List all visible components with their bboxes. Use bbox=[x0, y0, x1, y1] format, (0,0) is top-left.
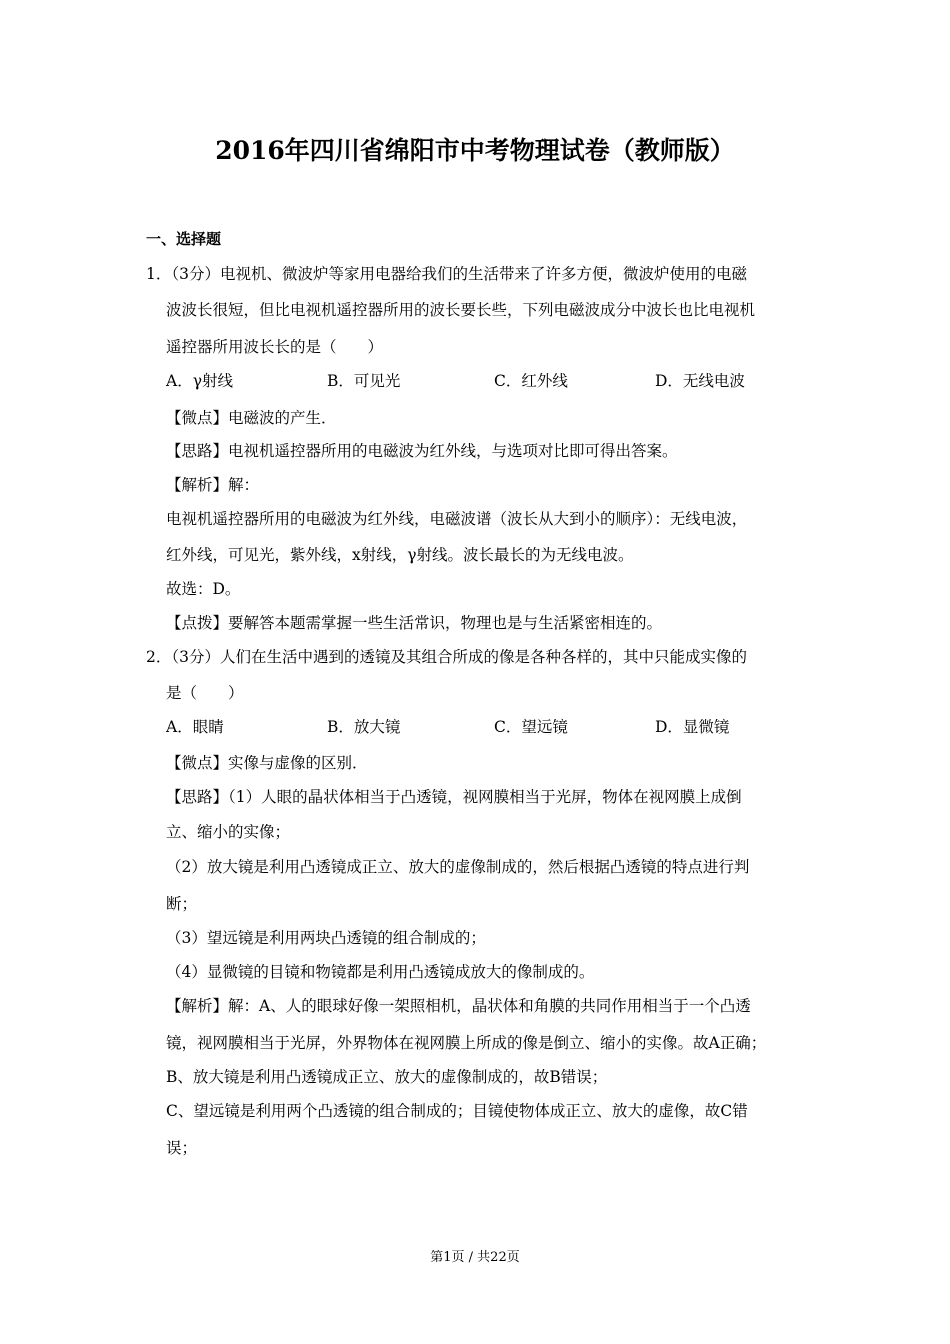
q2-stem-line: 2．（3分）人们在生活中遇到的透镜及其组合所成的像是各种各样的，其中只能成实像的 bbox=[146, 648, 747, 666]
q2-idea-line: （4）显微镜的目镜和物镜都是利用凸透镜成放大的像制成的。 bbox=[166, 963, 595, 981]
q1-option-d: D．无线电波 bbox=[655, 372, 745, 390]
q1-option-c: C．红外线 bbox=[494, 372, 568, 390]
q1-idea: 【思路】电视机遥控器所用的电磁波为红外线，与选项对比即可得出答案。 bbox=[166, 442, 678, 460]
q2-option-c: C．望远镜 bbox=[494, 718, 568, 736]
q2-option-b: B．放大镜 bbox=[327, 718, 401, 736]
q1-tip: 【点拨】要解答本题需掌握一些生活常识，物理也是与生活紧密相连的。 bbox=[166, 614, 663, 632]
q2-analysis-line: B、放大镜是利用凸透镜成正立、放大的虚像制成的，故B错误； bbox=[166, 1068, 608, 1086]
q1-stem-line: 遥控器所用波长长的是（ ） bbox=[166, 338, 384, 356]
page-footer: 第1页 / 共22页 bbox=[430, 1250, 520, 1265]
q1-stem-line: 1．（3分）电视机、微波炉等家用电器给我们的生活带来了许多方便，微波炉使用的电磁 bbox=[146, 265, 747, 283]
q1-point: 【微点】电磁波的产生． bbox=[166, 409, 337, 427]
q2-idea-line: （2）放大镜是利用凸透镜成正立、放大的虚像制成的，然后根据凸透镜的特点进行判 bbox=[166, 858, 750, 876]
q2-option-d: D．显微镜 bbox=[655, 718, 730, 736]
q2-option-a: A．眼睛 bbox=[166, 718, 224, 736]
q1-analysis-line: 红外线，可见光，紫外线，x射线，γ射线。波长最长的为无线电波。 bbox=[166, 546, 634, 564]
q2-idea-line: 【思路】（1）人眼的晶状体相当于凸透镜，视网膜相当于光屏，物体在视网膜上成倒 bbox=[166, 788, 742, 806]
q1-answer: 故选：D。 bbox=[166, 580, 241, 598]
q2-idea-line: 立、缩小的实像； bbox=[166, 823, 291, 841]
q1-option-a: A．γ射线 bbox=[166, 372, 233, 390]
q1-analysis-line: 电视机遥控器所用的电磁波为红外线，电磁波谱（波长从大到小的顺序）：无线电波， bbox=[166, 510, 748, 528]
q2-point: 【微点】实像与虚像的区别． bbox=[166, 754, 368, 772]
q2-analysis-line: C、望远镜是利用两个凸透镜的组合制成的；目镜使物体成正立、放大的虚像，故C错 bbox=[166, 1102, 748, 1120]
q1-option-b: B．可见光 bbox=[327, 372, 401, 390]
q2-analysis-line: 误； bbox=[166, 1139, 198, 1157]
section-heading: 一、选择题 bbox=[146, 230, 222, 248]
q1-analysis-head: 【解析】解： bbox=[166, 476, 260, 494]
q2-analysis-line: 镜，视网膜相当于光屏，外界物体在视网膜上所成的像是倒立、缩小的实像。故A正确； bbox=[166, 1034, 767, 1052]
q2-idea-line: 断； bbox=[166, 895, 198, 913]
q2-idea-line: （3）望远镜是利用两块凸透镜的组合制成的； bbox=[166, 929, 486, 947]
q1-stem-line: 波波长很短，但比电视机遥控器所用的波长要长些，下列电磁波成分中波长也比电视机 bbox=[166, 301, 756, 319]
q2-analysis-line: 【解析】解：A、人的眼球好像一架照相机，晶状体和角膜的共同作用相当于一个凸透 bbox=[166, 997, 751, 1015]
page-title: 2016年四川省绵阳市中考物理试卷（教师版） bbox=[215, 136, 735, 165]
q2-stem-line: 是（ ） bbox=[166, 684, 244, 702]
